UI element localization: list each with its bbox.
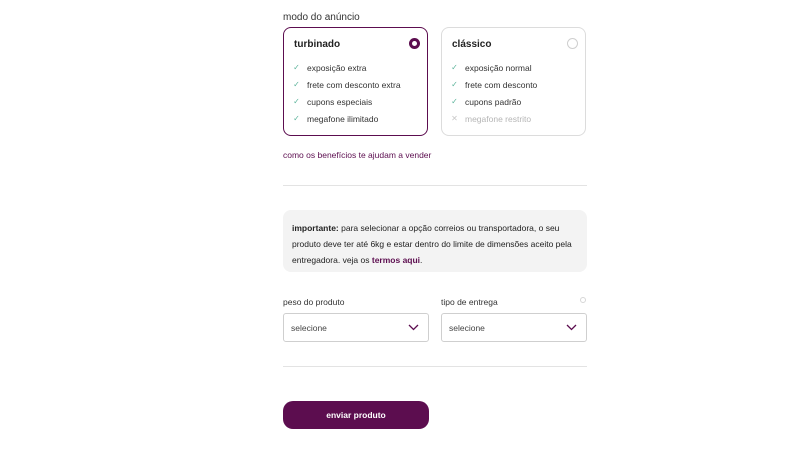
weight-label: peso do produto: [283, 297, 345, 307]
radio-unselected-icon[interactable]: [567, 38, 578, 49]
benefit-item: [292, 110, 401, 127]
notice-bold-prefix: importante:: [292, 223, 339, 233]
divider: [283, 185, 587, 186]
benefit-text: exposição normal: [465, 62, 532, 73]
weight-select[interactable]: [283, 313, 429, 342]
benefit-item: [450, 76, 537, 93]
benefit-text: cupons padrão: [465, 96, 522, 107]
section-label-ad-mode: modo do anúncio: [283, 12, 360, 23]
benefits-link[interactable]: como os benefícios te ajudam a vender: [283, 150, 432, 160]
select-value: selecione: [291, 323, 327, 333]
benefit-item: [450, 59, 537, 76]
notice-text: para selecionar a opção correios ou transportadora, o seu produto deve ter até 6kg e estar dentro do limite de dimensões aceito pela entregadora. veja os: [292, 223, 572, 265]
benefit-list: [450, 59, 537, 127]
check-icon: ✓: [293, 63, 300, 72]
plan-title: turbinado: [294, 39, 341, 50]
check-icon: ✓: [293, 114, 300, 123]
submit-product-button[interactable]: enviar produto: [283, 401, 429, 429]
cross-icon: ✕: [451, 114, 458, 123]
benefit-list: [292, 59, 401, 127]
check-icon: ✓: [293, 97, 300, 106]
benefit-item-excluded: [450, 110, 537, 127]
select-value: selecione: [449, 323, 485, 333]
check-icon: ✓: [451, 97, 458, 106]
benefit-text: cupons especiais: [307, 96, 373, 107]
benefit-item: [292, 59, 401, 76]
plan-title: clássico: [452, 39, 492, 50]
divider: [283, 366, 587, 367]
benefit-text: frete com desconto extra: [307, 79, 401, 90]
radio-selected-icon[interactable]: [409, 38, 420, 49]
plan-card-classico[interactable]: [441, 27, 586, 136]
benefit-item: [292, 93, 401, 110]
benefit-item: [450, 93, 537, 110]
important-notice: [283, 210, 587, 272]
benefit-text: megafone ilimitado: [307, 113, 379, 124]
benefit-text: frete com desconto: [465, 79, 538, 90]
check-icon: ✓: [451, 63, 458, 72]
check-icon: ✓: [451, 80, 458, 89]
check-icon: ✓: [293, 80, 300, 89]
info-icon[interactable]: [580, 297, 586, 303]
chevron-down-icon: [566, 324, 577, 331]
delivery-type-label: tipo de entrega: [441, 297, 498, 307]
delivery-type-select[interactable]: [441, 313, 587, 342]
plan-card-turbinado[interactable]: [283, 27, 428, 136]
chevron-down-icon: [408, 324, 419, 331]
benefit-text: exposição extra: [307, 62, 367, 73]
benefit-text: megafone restrito: [465, 113, 532, 124]
notice-suffix: .: [420, 255, 423, 265]
benefit-item: [292, 76, 401, 93]
terms-link[interactable]: termos aqui: [371, 255, 421, 265]
